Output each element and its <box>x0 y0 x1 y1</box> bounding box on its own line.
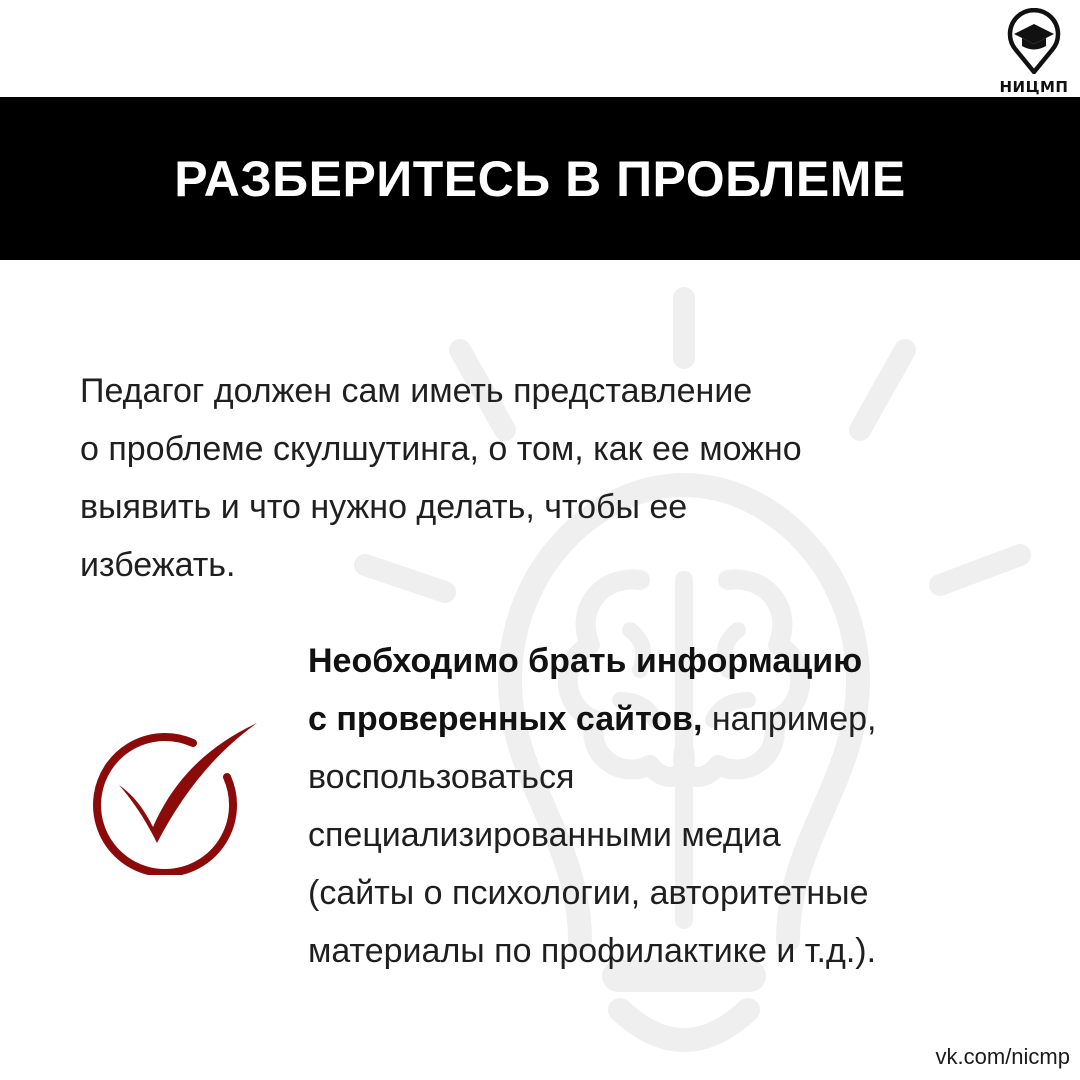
advice-line: воспользоваться <box>308 758 575 796</box>
footer-vk-link[interactable]: vk.com/nicmp <box>935 1044 1070 1069</box>
advice-line: (сайты о психологии, авторитетные <box>308 874 869 912</box>
advice-bold-line: с проверенных сайтов, <box>308 700 703 738</box>
advice-line: материалы по профилактике и т.д.). <box>308 932 877 970</box>
checkmark-circle-icon <box>75 715 265 875</box>
advice-line: специализированными медиа <box>308 816 781 854</box>
advice-line: например, <box>702 700 877 738</box>
intro-line: выявить и что нужно делать, чтобы ее <box>80 488 688 526</box>
graduation-cap-pin-icon <box>996 8 1072 74</box>
intro-line: Педагог должен сам иметь представление <box>80 372 753 410</box>
advice-bold-line: Необходимо брать информацию <box>308 642 863 680</box>
brand-logo-text: НИЦМП <box>999 78 1069 96</box>
intro-paragraph <box>80 362 940 594</box>
brand-logo <box>996 8 1072 96</box>
intro-line: о проблеме скулшутинга, о том, как ее можно <box>80 430 802 468</box>
advice-paragraph <box>308 632 1028 980</box>
page-title: РАЗБЕРИТЕСЬ В ПРОБЛЕМЕ <box>174 150 906 207</box>
intro-line: избежать. <box>80 546 236 584</box>
header-band <box>0 97 1080 260</box>
